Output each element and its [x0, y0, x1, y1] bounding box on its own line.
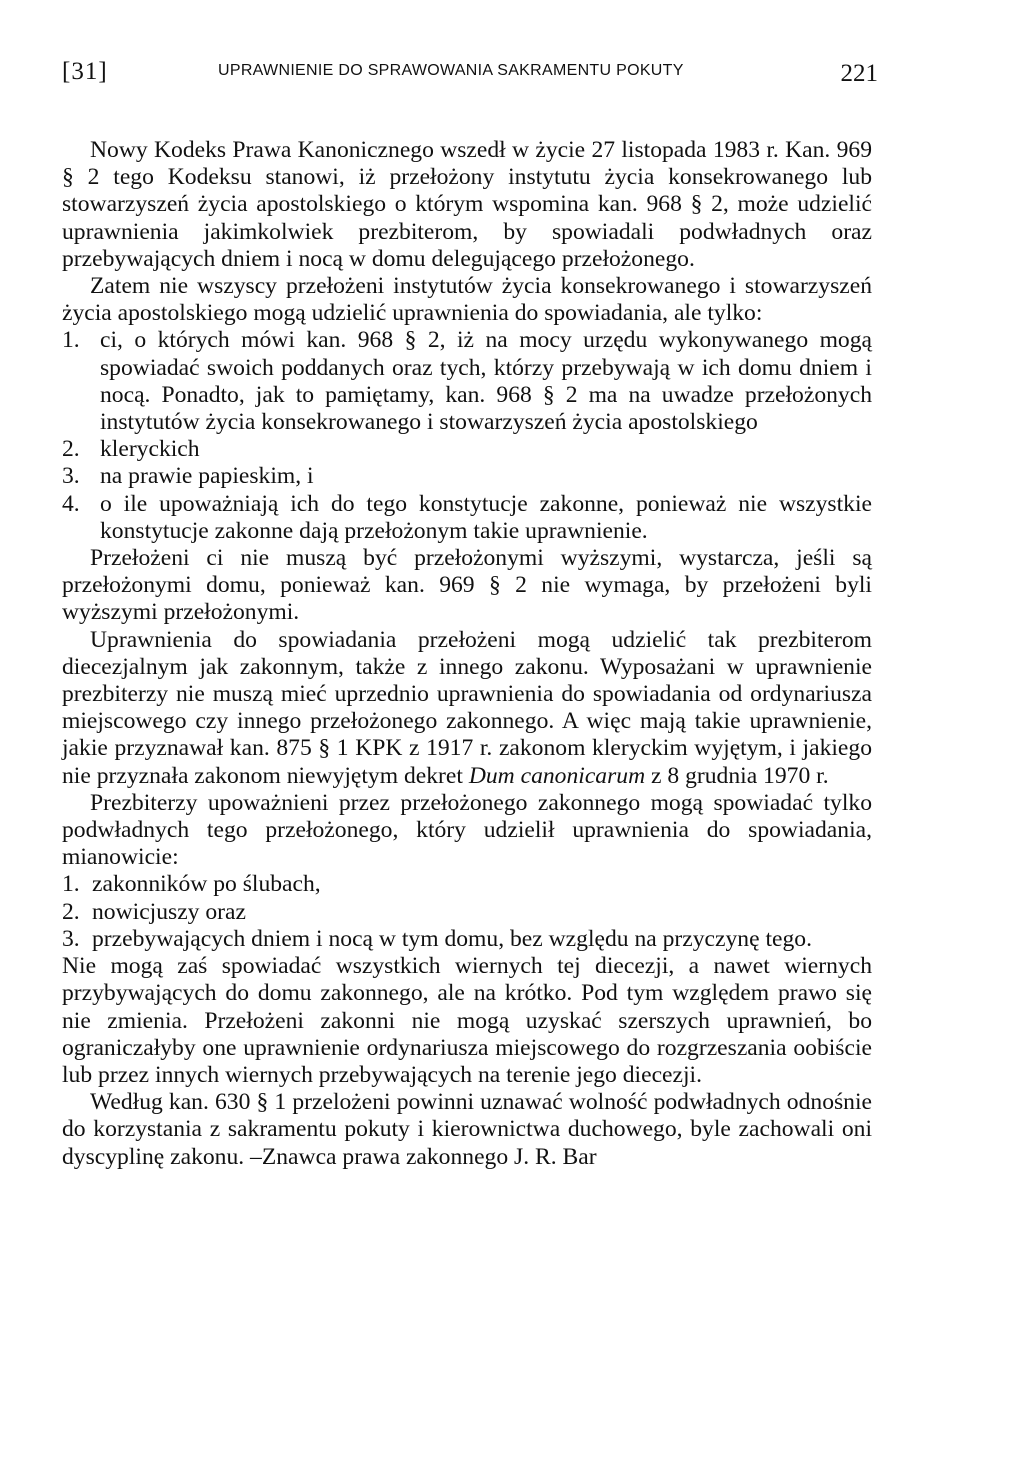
list-item-text: na prawie papieskim, i	[100, 463, 314, 490]
list-item	[62, 463, 872, 490]
paragraph-2: Zatem nie wszyscy przełożeni instytutów życia konsekrowanego i stowarzyszeń życia apostolskiego mogą udzielić uprawnienia do spowiadania, ale tylko:	[62, 273, 872, 327]
list-item-number: 2.	[62, 436, 80, 463]
list-item-text: o ile upoważniają ich do tego konstytucje zakonne, ponieważ nie wszystkie konstytucje zakonne dają przełożonym takie uprawnienie.	[100, 490, 872, 544]
list-item	[62, 327, 872, 436]
section-number: [31]	[62, 58, 108, 85]
list-item-number: 4.	[62, 490, 80, 517]
running-head	[62, 58, 878, 92]
page-number: 221	[840, 60, 878, 87]
list-item	[62, 926, 872, 953]
list-b	[62, 871, 872, 953]
list-item-number: 3.	[62, 925, 80, 952]
decree-title: Dum canonicarum	[468, 762, 646, 789]
running-title: UPRAWNIENIE DO SPRAWOWANIA SAKRAMENTU POKUTY	[218, 62, 684, 79]
paragraph-4	[62, 627, 872, 790]
list-item-text: kleryckich	[100, 436, 200, 463]
paragraph-5: Prezbiterzy upoważnieni przez przełożonego zakonnego mogą spowiadać tylko podwładnych tego przełożonego, który udzielił uprawnienia do spowiadania, mianowicie:	[62, 789, 872, 871]
list-item	[62, 491, 872, 545]
list-item	[62, 899, 872, 926]
paragraph-4-end: z 8 grudnia 1970 r.	[645, 762, 829, 789]
list-item-number: 1.	[62, 327, 80, 354]
paragraph-1: Nowy Kodeks Prawa Kanonicznego wszedł w życie 27 listopada 1983 r. Kan. 969 § 2 tego Kodeksu stanowi, iż przełożony instytutu życia konsekrowanego lub stowarzyszeń życia apostolskiego o którym wspomina kan. 968 § 2, może udzielić uprawnienia jakimkolwiek prezbiterom, by spowiadali podwładnych oraz przebywających dniem i nocą w domu delegującego przełożonego.	[62, 137, 872, 272]
paragraph-4-text: Uprawnienia do spowiadania przełożeni mogą udzielić tak prezbiterom diecezjalnym jak zakonnym, także z innego zakonu. Wyposażani w uprawnienie prezbiterzy nie muszą mieć uprzednio uprawnienia do spowiadania od ordynariusza miejscowego czy innego przełożonego zakonnego. A więc mają takie uprawnienie, jakie przyznawał kan. 875 § 1 KPK z 1917 r. zakonom kleryckim wyjętym, i jakiego nie przyznała zakonom niewyjętym dekret	[62, 626, 872, 789]
paragraph-3: Przełożeni ci nie muszą być przełożonymi wyższymi, wystarcza, jeśli są przełożonymi domu, ponieważ kan. 969 § 2 nie wymaga, by przełożeni byli wyższymi przełożonymi.	[62, 545, 872, 626]
list-item-number: 1.	[62, 871, 80, 898]
list-item-text: zakonników po ślubach,	[92, 871, 321, 898]
list-item-text: ci, o których mówi kan. 968 § 2, iż na mocy urzędu wykonywanego mogą spowiadać swoich poddanych oraz tych, którzy przebywają w ich domu dniem i nocą. Ponadto, jak to pamiętamy, kan. 968 § 2 ma na uwadze przełożonych instytutów życia konsekrowanego i stowarzyszeń życia apostolskiego	[100, 327, 872, 436]
list-item-number: 3.	[62, 463, 80, 490]
list-item-text: przebywających dniem i nocą w tym domu, bez względu na przyczynę tego.	[92, 925, 812, 952]
list-item-text: nowicjuszy oraz	[92, 898, 246, 925]
list-item	[62, 436, 872, 463]
list-a	[62, 327, 872, 545]
paragraph-6: Nie mogą zaś spowiadać wszystkich wiernych tej diecezji, a nawet wiernych przybywających do domu zakonnego, ale na krótko. Pod tym względem prawo się nie zmienia. Przełożeni zakonni nie mogą uzyskać szerszych uprawnień, bo ograniczałyby one uprawnienie ordynariusza miejscowego do rozgrzeszania oobiście lub przez innych wiernych przebywających na terenie jego diecezji.	[62, 953, 872, 1088]
paragraph-7: Według kan. 630 § 1 przelożeni powinni uznawać wolność podwładnych odnośnie do korzystania z sakramentu pokuty i kierownictwa duchowego, byle zachowali oni dyscyplinę zakonu. –Znawca prawa zakonnego J. R. Bar	[62, 1089, 872, 1170]
body-text	[62, 137, 872, 1171]
list-item-number: 2.	[62, 898, 80, 925]
list-item	[62, 871, 872, 898]
